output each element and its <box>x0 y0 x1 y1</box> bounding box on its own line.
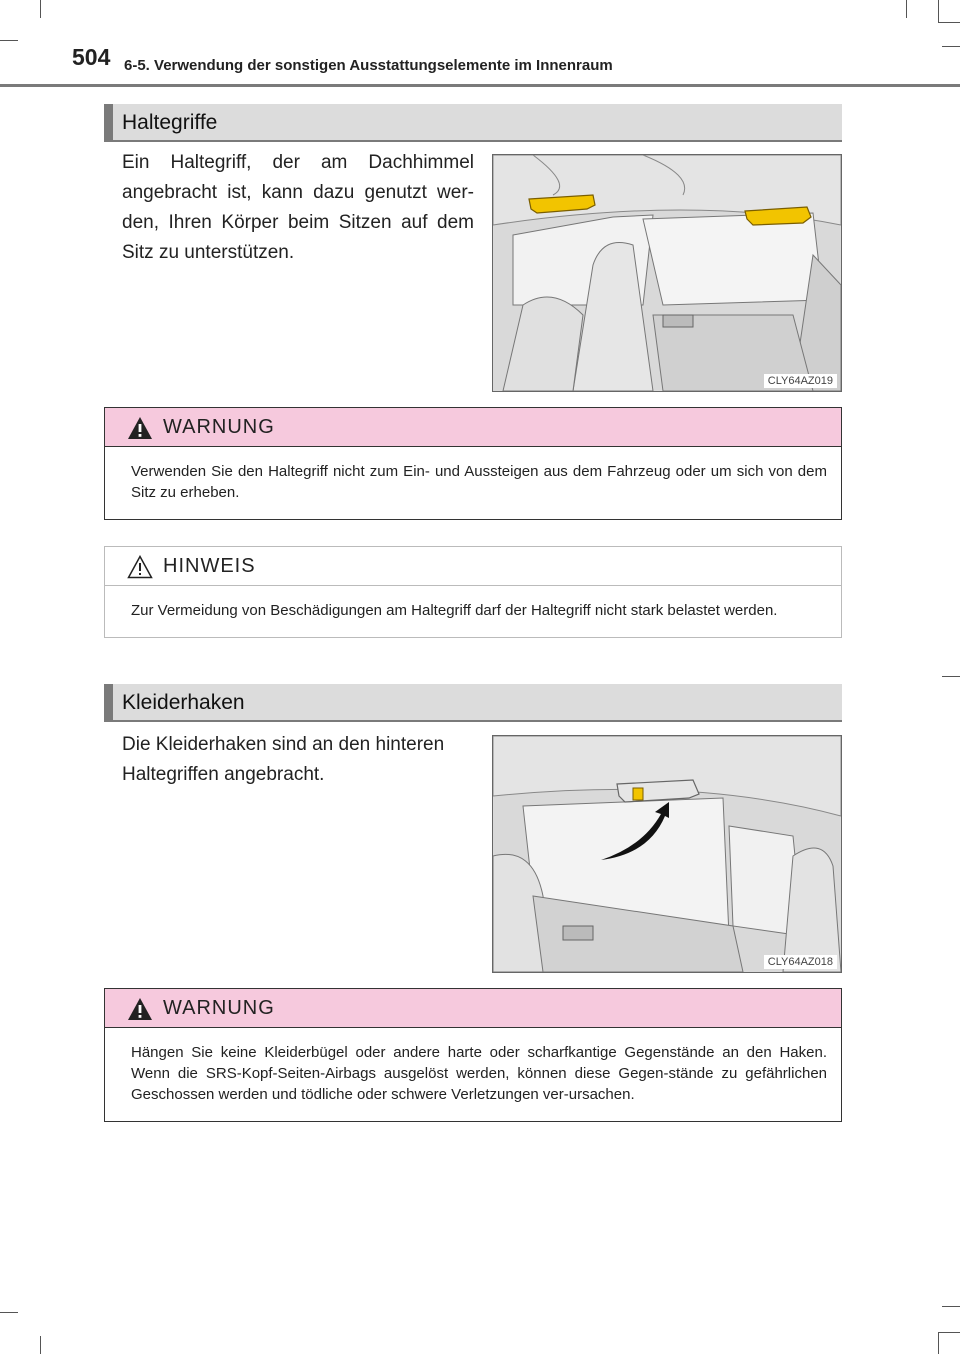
crop-mark <box>942 676 960 677</box>
paragraph-haltegriffe: Ein Haltegriff, der am Dachhimmel angebracht ist, kann dazu genutzt wer-den, Ihren Körper beim Sitzen auf dem Sitz zu unterstützen. <box>122 152 474 263</box>
header-rule <box>0 84 960 87</box>
notice-header <box>105 547 841 586</box>
crop-mark <box>938 0 939 22</box>
section-header-haltegriffe <box>104 104 842 140</box>
warning-box <box>104 988 842 1122</box>
section-bar <box>104 104 113 140</box>
warning-header <box>105 408 841 447</box>
crop-mark <box>40 0 41 18</box>
warning-text: Hängen Sie keine Kleiderbügel oder andere harte oder scharfkantige Gegenstände an den Haken. Wenn die SRS-Kopf-Seiten-Airbags ausgelöst werden, können diese Gegen-stände zu gefährlichen Geschossen werden und tödliche oder schwere Verletzungen ver-ursachen. <box>105 1028 841 1121</box>
paragraph-kleiderhaken: Die Kleiderhaken sind an den hinteren Haltegriffen angebracht. <box>122 734 445 785</box>
warning-header <box>105 989 841 1028</box>
section-title: Haltegriffe <box>122 111 218 134</box>
crop-mark <box>938 1332 960 1333</box>
page-number: 504 <box>72 44 111 70</box>
section-rule <box>104 720 842 722</box>
warning-triangle-icon <box>127 416 153 440</box>
illustration-coat-hook <box>492 735 842 973</box>
warning-label: WARNUNG <box>163 416 275 438</box>
chapter-title: 6-5. Verwendung der sonstigen Ausstattungselemente im Innenraum <box>124 57 613 74</box>
warning-label: WARNUNG <box>163 997 275 1019</box>
illustration-grab-handles <box>492 154 842 392</box>
warning-triangle-icon <box>127 997 153 1021</box>
crop-mark <box>0 40 18 41</box>
section-title: Kleiderhaken <box>122 691 245 714</box>
crop-mark <box>906 0 907 18</box>
notice-box <box>104 546 842 638</box>
crop-mark <box>942 1306 960 1307</box>
image-code: CLY64AZ019 <box>764 374 837 388</box>
notice-label: HINWEIS <box>163 555 256 577</box>
crop-mark <box>938 22 960 23</box>
caution-triangle-icon <box>127 555 153 579</box>
section-rule <box>104 140 842 142</box>
section-header-kleiderhaken <box>104 684 842 720</box>
crop-mark <box>0 1312 18 1313</box>
warning-text: Verwenden Sie den Haltegriff nicht zum Ein- und Aussteigen aus dem Fahrzeug oder um sich von dem Sitz zu erheben. <box>105 447 841 519</box>
notice-text: Zur Vermeidung von Beschädigungen am Haltegriff darf der Haltegriff nicht stark belastet werden. <box>131 602 778 619</box>
warning-box <box>104 407 842 520</box>
crop-mark <box>40 1336 41 1354</box>
section-bar <box>104 684 113 720</box>
crop-mark <box>938 1332 939 1354</box>
image-code: CLY64AZ018 <box>764 955 837 969</box>
crop-mark <box>942 46 960 47</box>
